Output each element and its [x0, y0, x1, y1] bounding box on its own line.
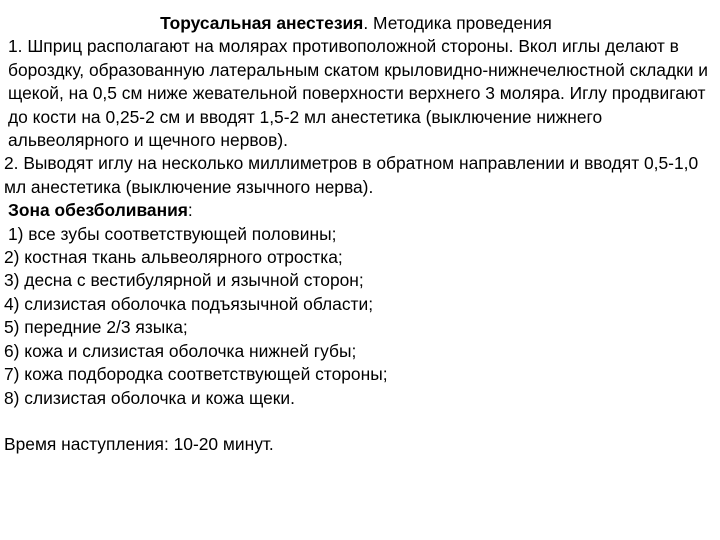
zone-title-text: Зона обезболивания	[8, 200, 188, 221]
title-bold: Торусальная анестезия	[160, 13, 364, 33]
zone-item: 2) костная ткань альвеолярного отростка;	[4, 247, 343, 268]
zone-item: 4) слизистая оболочка подъязычной области;	[4, 293, 374, 314]
spacer	[4, 410, 720, 433]
zone-item: 3) десна с вестибулярной и язычной сторон;	[4, 270, 364, 291]
zone-item: 1) все зубы соответствующей половины;	[8, 223, 337, 244]
zone-item: 8) слизистая оболочка и кожа щеки.	[4, 387, 295, 408]
zone-item: 7) кожа подбородка соответствующей стороны;	[4, 364, 388, 385]
zone-colon: :	[187, 200, 193, 221]
method-step-1: 1. Шприц располагают на молярах противоположной стороны. Вкол иглы делают в бороздку, образованную латеральным скатом крыловидно-нижнечелюстной складки и щекой, на 0,5 см ниже жевательной поверхности верхнего 3 моляра. Иглу продвигают до кости на 0,25-2 см и вводят 1,5-2 мл анестетика (выключение нижнего альвеолярного и щечного нервов).	[8, 36, 708, 151]
zone-heading	[4, 199, 720, 222]
zone-item: 5) передние 2/3 языка;	[4, 317, 188, 338]
title-rest: . Методика проведения	[363, 13, 552, 33]
method-step-2: 2. Выводят иглу на несколько миллиметров в обратном направлении и вводят 0,5-1,0 мл анестетика (выключение язычного нерва).	[4, 153, 699, 197]
onset-time: Время наступления: 10-20 минут.	[4, 434, 274, 455]
zone-item: 6) кожа и слизистая оболочка нижней губы;	[4, 340, 357, 361]
page-title	[4, 12, 720, 35]
